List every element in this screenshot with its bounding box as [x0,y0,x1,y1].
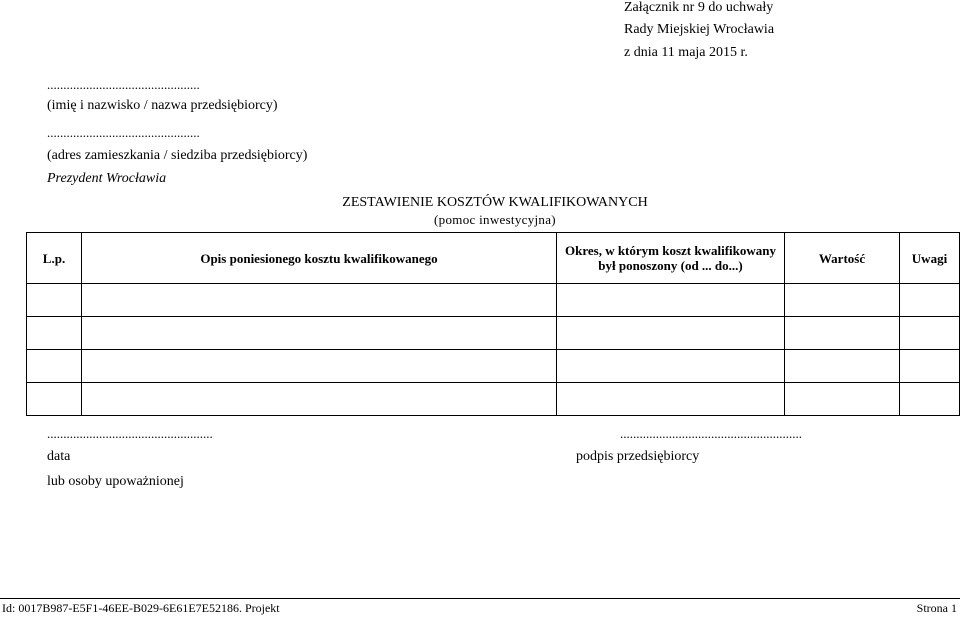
table-cell[interactable] [557,317,785,350]
document-id: Id: 0017B987-E5F1-46EE-B029-6E61E7E52186. Projekt [2,601,280,615]
table-cell[interactable] [785,383,900,416]
date-label: data [47,449,71,464]
table-cell[interactable] [900,350,960,383]
table-cell[interactable] [27,284,82,317]
applicant-address-label: (adres zamieszkania / siedziba przedsiębiorcy) [47,148,308,163]
attachment-header-line-3: z dnia 11 maja 2015 r. [624,45,748,60]
signature-field[interactable]: ........................................................ [620,426,802,441]
date-field[interactable]: ................................................... [47,426,213,441]
attachment-header-line-1: Załącznik nr 9 do uchwały [624,0,774,15]
page-number: Strona 1 [916,601,957,615]
qualified-costs-table [26,232,960,416]
table-cell[interactable] [27,350,82,383]
column-header-lp: L.p. [27,233,82,284]
table-row [27,350,960,383]
table-cell[interactable] [900,284,960,317]
signature-label: podpis przedsiębiorcy [576,449,700,464]
attachment-header-line-2: Rady Miejskiej Wrocławia [624,22,775,37]
table-row [27,317,960,350]
table-cell[interactable] [785,284,900,317]
table-cell[interactable] [27,383,82,416]
table-cell[interactable] [785,350,900,383]
table-cell[interactable] [900,317,960,350]
applicant-name-field[interactable]: ............................................... [47,77,200,92]
table-cell[interactable] [557,284,785,317]
table-cell[interactable] [82,383,557,416]
document-title: ZESTAWIENIE KOSZTÓW KWALIFIKOWANYCH [342,195,648,210]
table-row [27,284,960,317]
applicant-name-label: (imię i nazwisko / nazwa przedsiębiorcy) [47,98,278,113]
addressee: Prezydent Wrocławia [47,171,167,186]
table-cell[interactable] [900,383,960,416]
document-subtitle: (pomoc inwestycyjna) [434,212,556,227]
column-header-description: Opis poniesionego kosztu kwalifikowanego [82,233,557,284]
column-header-value: Wartość [785,233,900,284]
table-row [27,383,960,416]
table-cell[interactable] [785,317,900,350]
column-header-notes: Uwagi [900,233,960,284]
footer-divider [0,598,960,599]
table-cell[interactable] [27,317,82,350]
table-header-row [27,233,960,284]
table-cell[interactable] [82,350,557,383]
table-cell[interactable] [557,383,785,416]
applicant-address-field[interactable]: ............................................... [47,125,200,140]
column-header-period: Okres, w którym koszt kwalifikowany był ponoszony (od ... do...) [557,233,785,284]
table-cell[interactable] [557,350,785,383]
table-cell[interactable] [82,317,557,350]
authorized-person-label: lub osoby upoważnionej [47,474,184,489]
table-cell[interactable] [82,284,557,317]
